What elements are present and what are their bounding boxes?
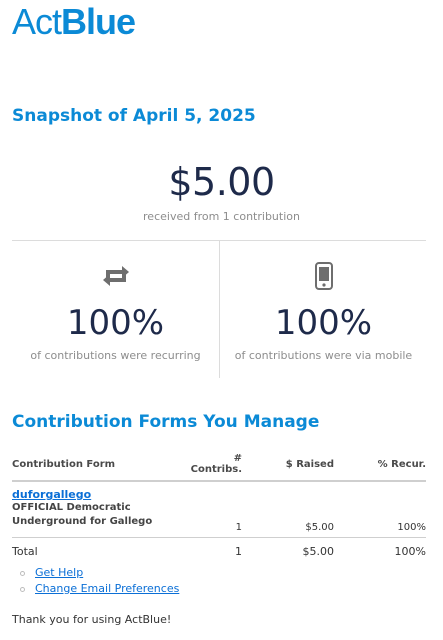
forms-section-title: Contribution Forms You Manage	[12, 412, 320, 432]
list-item	[20, 565, 179, 581]
mobile-label: of contributions were via mobile	[234, 349, 413, 362]
bullet-icon	[20, 571, 25, 576]
total-label: Total	[12, 545, 38, 558]
recurring-stat	[12, 241, 219, 362]
email-preferences-link[interactable]: Change Email Preferences	[35, 582, 180, 595]
table-row	[12, 481, 426, 538]
total-row	[12, 538, 426, 559]
get-help-link[interactable]: Get Help	[35, 566, 84, 579]
mobile-percent: 100%	[274, 303, 373, 343]
contribs-cell: 1	[190, 481, 242, 538]
form-cell	[12, 481, 190, 538]
list-item	[20, 581, 179, 597]
forms-table	[12, 450, 426, 558]
actblue-logo	[12, 2, 135, 42]
snapshot-title: Snapshot of April 5, 2025	[12, 106, 256, 126]
recurring-percent: 100%	[66, 303, 165, 343]
raised-cell: $5.00	[242, 481, 334, 538]
mobile-phone-icon	[220, 261, 427, 291]
mobile-stat	[220, 241, 427, 362]
column-header-contribs: # Contribs.	[190, 450, 242, 481]
total-contribs: 1	[235, 545, 242, 558]
total-subtitle: received from 1 contribution	[143, 210, 300, 223]
thanks-message: Thank you for using ActBlue!	[12, 613, 172, 626]
total-amount: $5.00	[168, 160, 275, 204]
column-header-raised: $ Raised	[242, 450, 334, 481]
column-header-form: Contribution Form	[12, 450, 190, 481]
total-recur: 100%	[394, 545, 426, 558]
bullet-icon	[20, 587, 25, 592]
table-header-row	[12, 450, 426, 481]
recurring-label: of contributions were recurring	[30, 349, 201, 362]
form-link[interactable]: duforgallego	[12, 488, 92, 501]
logo-text-act: Act	[12, 1, 62, 42]
total-raised: $5.00	[302, 545, 334, 558]
logo-text-blue: Blue	[61, 1, 136, 42]
recur-cell: 100%	[334, 481, 426, 538]
help-links	[20, 565, 179, 597]
column-header-recur: % Recur.	[334, 450, 426, 481]
form-name: OFFICIAL Democratic Underground for Gallego	[12, 502, 153, 527]
recurring-icon	[12, 261, 219, 291]
